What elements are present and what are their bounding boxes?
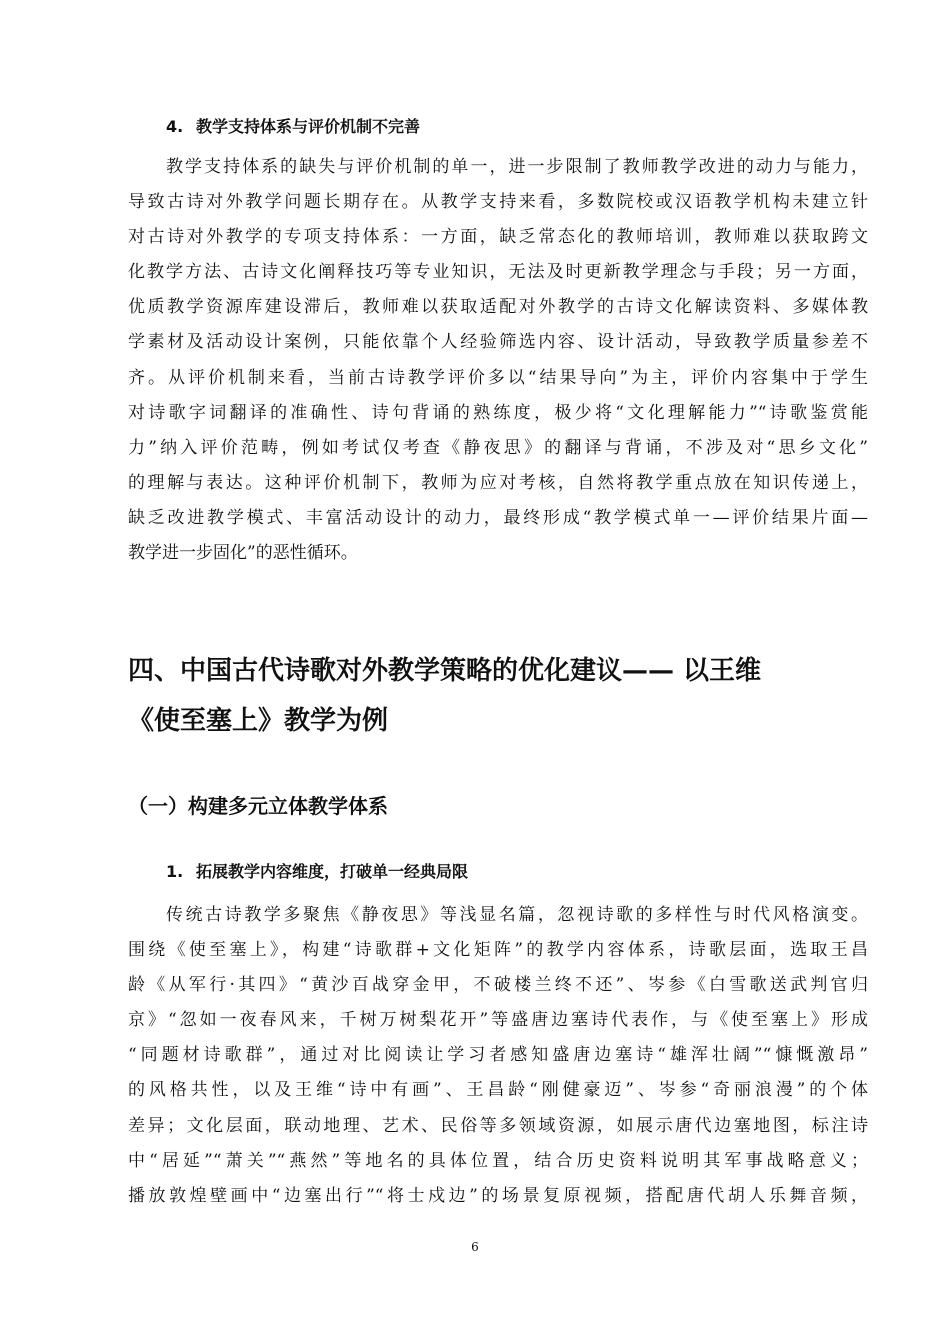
paragraph-line: 化教学方法、古诗文化阐释技巧等专业知识，无法及时更新教学理念与手段；另一方面， [128, 262, 868, 283]
section-4-number: 4. [166, 117, 184, 136]
paragraph-line: 导致古诗对外教学问题长期存在。从教学支持来看，多数院校或汉语教学机构未建立针 [128, 192, 868, 213]
item-1-heading [166, 862, 468, 882]
paragraph-line: 学素材及活动设计案例，只能依靠个人经验筛选内容、设计活动，导致教学质量参差不 [128, 332, 868, 353]
paragraph-line: 京》“忽如一夜春风来，千树万树梨花开”等盛唐边塞诗代表作，与《使至塞上》形成 [128, 1010, 868, 1031]
item-1-title: 拓展教学内容维度，打破单一经典局限 [196, 862, 469, 881]
paragraph-line: 差异；文化层面，联动地理、艺术、民俗等多领域资源，如展示唐代边塞地图，标注诗 [128, 1115, 868, 1136]
page-number: 6 [471, 1240, 479, 1254]
paragraph-line: 力”纳入评价范畴，例如考试仅考查《静夜思》的翻译与背诵，不涉及对“思乡文化” [128, 437, 868, 458]
section-4-title: 教学支持体系与评价机制不完善 [196, 117, 421, 136]
section-4-heading [166, 117, 420, 137]
paragraph-line: 龄《从军行·其四》“黄沙百战穿金甲，不破楼兰终不还”、岑参《白雪歌送武判官归 [128, 975, 868, 996]
paragraph-line: 的风格共性，以及王维“诗中有画”、王昌龄“刚健豪迈”、岑参“奇丽浪漫”的个体 [128, 1080, 868, 1101]
paragraph-line: 教学进一步固化”的恶性循环。 [128, 543, 358, 564]
paragraph-line: 对诗歌字词翻译的准确性、诗句背诵的熟练度，极少将“文化理解能力”“诗歌鉴赏能 [128, 402, 868, 423]
item-1-paragraph [128, 898, 868, 1214]
paragraph-line: 播放敦煌壁画中“边塞出行”“将士戍边”的场景复原视频，搭配唐代胡人乐舞音频， [128, 1185, 868, 1206]
section-4-paragraph [128, 150, 868, 571]
chapter-heading [128, 646, 868, 746]
chapter-heading-line-1: 四、中国古代诗歌对外教学策略的优化建议—— 以王维 [128, 656, 762, 686]
chapter-heading-line-2: 《使至塞上》教学为例 [128, 706, 389, 736]
paragraph-line: 缺乏改进教学模式、丰富活动设计的动力，最终形成“教学模式单一—评价结果片面— [128, 507, 868, 528]
paragraph-line: “同题材诗歌群”，通过对比阅读让学习者感知盛唐边塞诗“雄浑壮阔”“慷慨激昂” [128, 1045, 868, 1066]
paragraph-line: 教学支持体系的缺失与评价机制的单一，进一步限制了教师教学改进的动力与能力， [166, 157, 868, 177]
paragraph-line: 优质教学资源库建设滞后，教师难以获取适配对外教学的古诗文化解读资料、多媒体教 [128, 297, 868, 318]
paragraph-line: 传统古诗教学多聚焦《静夜思》等浅显名篇，忽视诗歌的多样性与时代风格演变。 [166, 905, 868, 925]
paragraph-line: 围绕《使至塞上》，构建“诗歌群+文化矩阵”的教学内容体系，诗歌层面，选取王昌 [128, 940, 868, 961]
paragraph-line: 齐。从评价机制来看，当前古诗教学评价多以“结果导向”为主，评价内容集中于学生 [128, 367, 868, 388]
item-1-number: 1. [166, 862, 184, 881]
paragraph-line: 的理解与表达。这种评价机制下，教师为应对考核，自然将教学重点放在知识传递上， [128, 472, 868, 493]
subsection-heading: （一）构建多元立体教学体系 [128, 794, 388, 818]
paragraph-line: 对古诗对外教学的专项支持体系：一方面，缺乏常态化的教师培训，教师难以获取跨文 [128, 227, 868, 248]
paragraph-line: 中“居延”“萧关”“燕然”等地名的具体位置，结合历史资料说明其军事战略意义； [128, 1150, 868, 1171]
